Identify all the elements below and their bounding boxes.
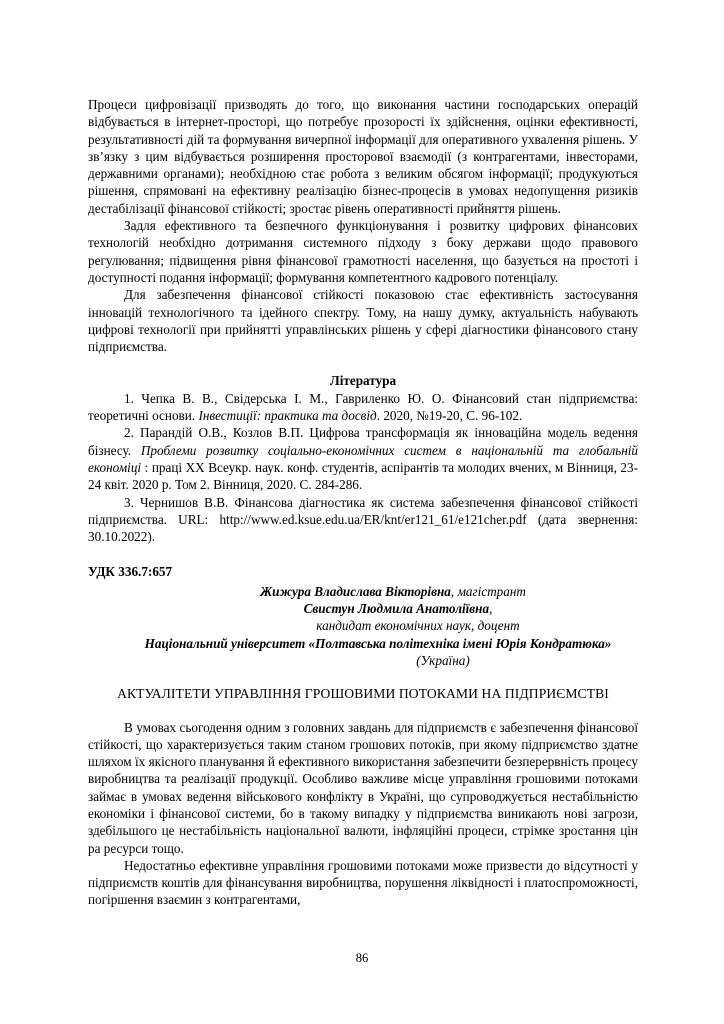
authors-block [88, 583, 638, 669]
reference-1 [88, 390, 638, 425]
udk-code: УДК 336.7:657 [88, 564, 173, 580]
literature-heading: Література [329, 373, 397, 389]
reference-2-source: Проблеми розвитку соціально-економічних систем в національній та глобальній економіці [88, 442, 639, 475]
author-2-name: Свистун Людмила Анатоліївна [303, 601, 490, 617]
reference-3 [88, 494, 638, 546]
body-paragraph-2: Недостатньо ефективне управління грошовими потоками може призвести до відсутності у підприємств коштів для фінансування виробництва, порушення ліквідності і платоспроможності, погіршення взаємин з контрагентами, [88, 857, 638, 908]
paragraph-2: Задля ефективного та безпечного функціонування і розвитку цифрових фінансових технологій необхідно дотримання системного підходу з боку держави щодо правового регулювання; підвищення рівня фінансової грамотності населення, що базується на простоті і доступності подання інформації; формування компетентного кадрового потенціалу. [88, 218, 638, 285]
reference-1-details: . 2020, №19-20, С. 96-102. [376, 408, 523, 424]
reference-2 [88, 424, 638, 493]
reference-1-text: 1. Чепка В. В., Свідерська І. М., Гавриленко Ю. О. Фінансовий стан підприємства: теоретичні основи. [88, 390, 638, 424]
institution: Національний університет «Полтавська політехніка імені Юрія Кондратюка» [144, 635, 612, 651]
author-1-name: Жижура Владислава Вікторівна [260, 583, 451, 599]
paragraph-3: Для забезпечення фінансової стійкості показовою стає ефективність застосування інновацій технологічного та ідейного спектру. Тому, на нашу думку, актуальність набувають цифрові технології при прийнятті управлінських рішень у сфері діагностики фінансового стану підприємства. [88, 287, 638, 355]
paragraph-1: Процеси цифровізації призводять до того, що виконання частини господарських операцій відбувається в інтернет-просторі, що потребує прозорості їх здійснення, оцінки ефективності, результативності дій та формування вичерпної інформації для оперативного ухвалення рішень. У зв’язку з цим відбувається розширення просторової взаємодії (з контрагентами, інвесторами, державними органами); необхідною стає робота з великим обсягом інформації; продукуються рішення, спрямовані на ефективну реалізацію бізнес-процесів в умовах недопущення ризиків дестабілізації фінансової стійкості; зростає рівень оперативності прийняття рішень. [88, 97, 638, 216]
country: (Україна) [416, 652, 470, 668]
author-2 [88, 600, 638, 617]
author-2-suffix: , [489, 601, 493, 617]
author-1-role: , магістрант [450, 583, 526, 599]
reference-2-details: : праці ХХ Всеукр. наук. конф. студентів, аспірантів та молодих вчених, м Вінниця, 23-24 квіт. 2020 р. Том 2. Вінниця, 2020. С. 284-286. [88, 459, 638, 493]
page-number: 86 [355, 951, 369, 965]
page-content [88, 96, 638, 909]
article-title: АКТУАЛІТЕТИ УПРАВЛІННЯ ГРОШОВИМИ ПОТОКАМИ НА ПІДПРИЄМСТВІ [117, 686, 609, 702]
body-paragraph-1: В умовах сьогодення одним з головних завдань для підприємств є забезпечення фінансової стійкості, що характеризується таким станом грошових потоків, при якому підприємство здатне шляхом їх якісного планування й ефективного використання забезпечити безперервність процесу виробництва та реалізації продукції. Особливо важливе місце управління грошовими потоками займає в умовах ведення військового конфлікту в Україні, що супроводжується нестабільністю економіки і фінансової системи, бо в такому випадку у підприємства виникають нові загрози, здебільшого це нестабільність національної валюти, інфляційні процеси, стрімке зростання цін ра ресурси тощо. [88, 719, 638, 856]
author-1 [88, 583, 638, 600]
reference-2-text: 2. Парандій О.В., Козлов В.П. Цифрова трансформація як інноваційна модель ведення бізнесу. [88, 425, 638, 458]
reference-1-journal: Інвестиції: практика та досвід [198, 408, 377, 424]
reference-3-text: 3. Чернишов В.В. Фінансова діагностика як система забезпечення фінансової стійкості підприємства. URL: http://www.ed.ksue.edu.ua/ER/knt/er121_61/e121cher.pdf (дата звернення: 30.10.2022). [88, 494, 638, 545]
author-2-degree: кандидат економічних наук, доцент [316, 618, 520, 634]
